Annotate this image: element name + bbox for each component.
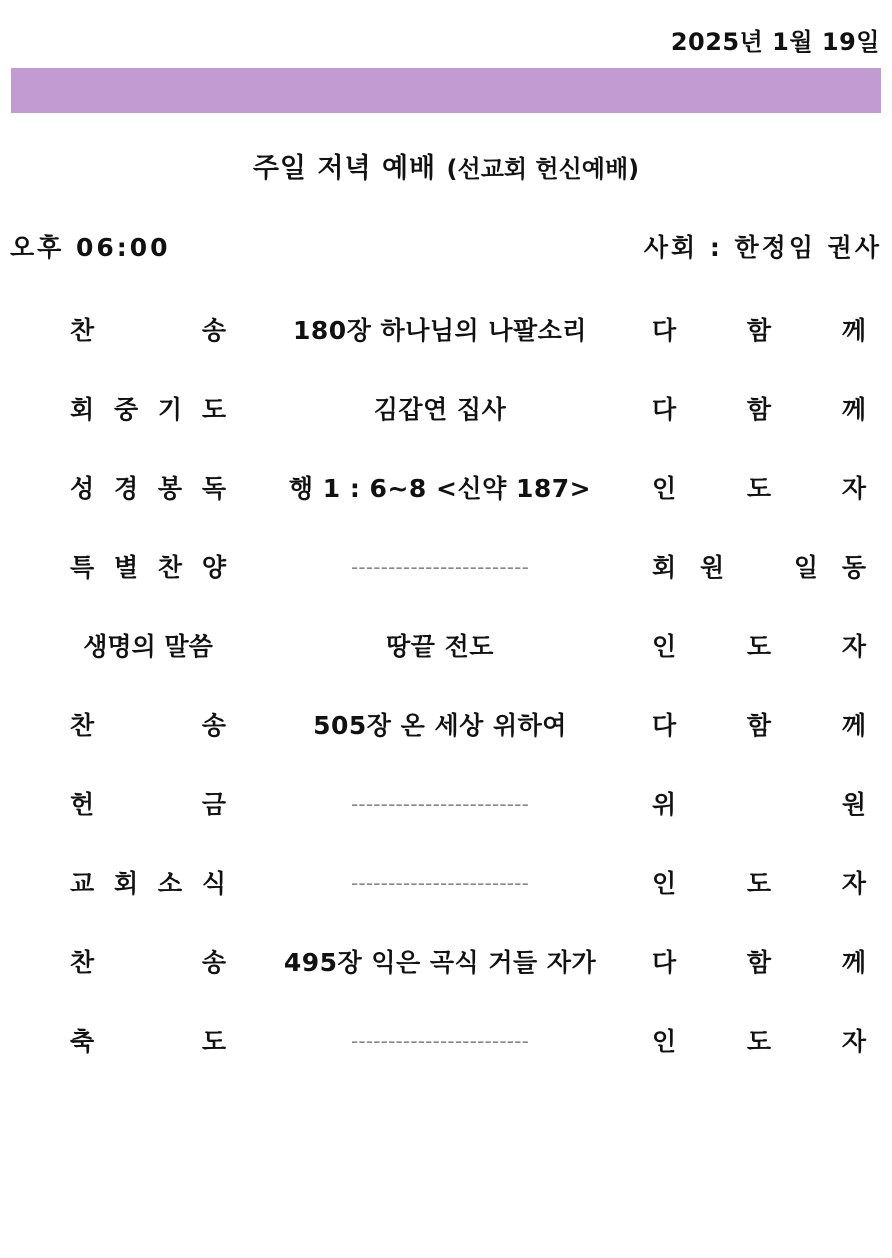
order-content: 행 1 : 6~8 <신약 187> [288,474,592,503]
order-item [70,844,226,923]
order-by-char: 인 [652,474,677,503]
order-content: ------------------------ [350,871,529,895]
order-item [70,765,226,844]
service-date: 2025년 1월 19일 [670,28,880,56]
order-item [70,449,226,528]
order-row [0,1002,892,1081]
order-content: ------------------------ [350,792,529,816]
order-by [652,1002,866,1081]
order-by-char: 도 [746,474,772,503]
order-item-char: 양 [201,553,226,582]
order-row [0,528,892,607]
order-by [652,844,866,923]
order-item [70,1002,226,1081]
order-by-char: 일 [793,553,818,582]
order-row [0,607,892,686]
order-by [652,449,866,528]
order-item-char: 생명의 말씀 [83,632,213,661]
order-item-char: 회 [70,395,95,424]
service-leader: 사회 : 한정임 권사 [643,233,882,262]
order-content: 505장 온 세상 위하여 [313,711,567,740]
order-by-char: 원 [700,553,725,582]
order-item-char: 도 [201,395,226,424]
order-item [70,370,226,449]
order-by [652,923,866,1002]
order-row [0,765,892,844]
order-by-char: 원 [841,790,866,819]
order-content: 495장 익은 곡식 거들 자가 [283,948,597,977]
order-by [652,370,866,449]
order-content: 김갑연 집사 [373,395,507,424]
service-subtitle: (선교회 헌신예배) [446,155,640,183]
order-row [0,844,892,923]
order-item-char: 봉 [157,474,183,503]
order-by-char: 도 [746,1027,772,1056]
order-by-char: 자 [841,474,866,503]
order-by [652,607,866,686]
order-by-char: 함 [746,948,772,977]
order-item-char: 독 [201,474,226,503]
order-by-char: 동 [841,553,866,582]
order-item [70,686,226,765]
order-item-char: 특 [70,553,95,582]
order-by-char: 다 [652,316,677,345]
order-by-char: 인 [652,869,677,898]
order-item-char: 송 [201,948,226,977]
order-by [652,686,866,765]
order-by-char: 다 [652,395,677,424]
order-item-char: 금 [201,790,226,819]
order-item-char: 경 [113,474,139,503]
order-by-char: 위 [652,790,677,819]
order-item-char: 축 [70,1027,95,1056]
order-by-char: 께 [841,395,866,424]
order-by-char: 께 [841,711,866,740]
order-by-char: 다 [652,948,677,977]
order-item [70,528,226,607]
order-item-char: 헌 [70,790,95,819]
order-by-char: 도 [746,632,772,661]
order-item [70,923,226,1002]
service-title [0,146,892,185]
order-by-char: 자 [841,1027,866,1056]
order-of-worship [0,291,892,1081]
order-by-char: 다 [652,711,677,740]
order-row [0,923,892,1002]
order-item [70,291,226,370]
order-by-char: 자 [841,632,866,661]
order-item-char: 식 [201,869,226,898]
order-by-char: 회 [652,553,677,582]
order-row [0,370,892,449]
order-by [652,291,866,370]
service-time: 오후 06:00 [10,233,171,262]
order-by-char: 자 [841,869,866,898]
order-item-char: 찬 [157,553,183,582]
order-item-char: 별 [113,553,139,582]
order-item-char: 송 [201,711,226,740]
order-by-char: 인 [652,632,677,661]
order-by [652,765,866,844]
order-item-char: 성 [70,474,95,503]
order-item-char: 교 [70,869,95,898]
order-item-char: 찬 [70,711,95,740]
order-content: ------------------------ [350,1029,529,1053]
order-row [0,291,892,370]
order-by-char: 함 [746,711,772,740]
order-content: 땅끝 전도 [386,632,494,661]
order-content: 180장 하나님의 나팔소리 [293,316,587,345]
order-item-char: 송 [201,316,226,345]
order-item-char: 중 [113,395,139,424]
order-item [70,607,226,686]
order-by-char: 께 [841,316,866,345]
order-item-char: 찬 [70,316,95,345]
order-content: ------------------------ [350,555,529,579]
order-by [652,528,866,607]
order-item-char: 소 [157,869,183,898]
order-by-char: 인 [652,1027,677,1056]
order-row [0,449,892,528]
order-row [0,686,892,765]
service-title-main: 주일 저녁 예배 [252,153,437,184]
order-by-char: 함 [746,395,772,424]
order-by-char: 함 [746,316,772,345]
order-item-char: 회 [113,869,139,898]
order-item-char: 기 [157,395,183,424]
order-by-char: 도 [746,869,772,898]
order-by-char: 께 [841,948,866,977]
order-item-char: 도 [201,1027,226,1056]
order-item-char: 찬 [70,948,95,977]
header-band [11,68,881,113]
